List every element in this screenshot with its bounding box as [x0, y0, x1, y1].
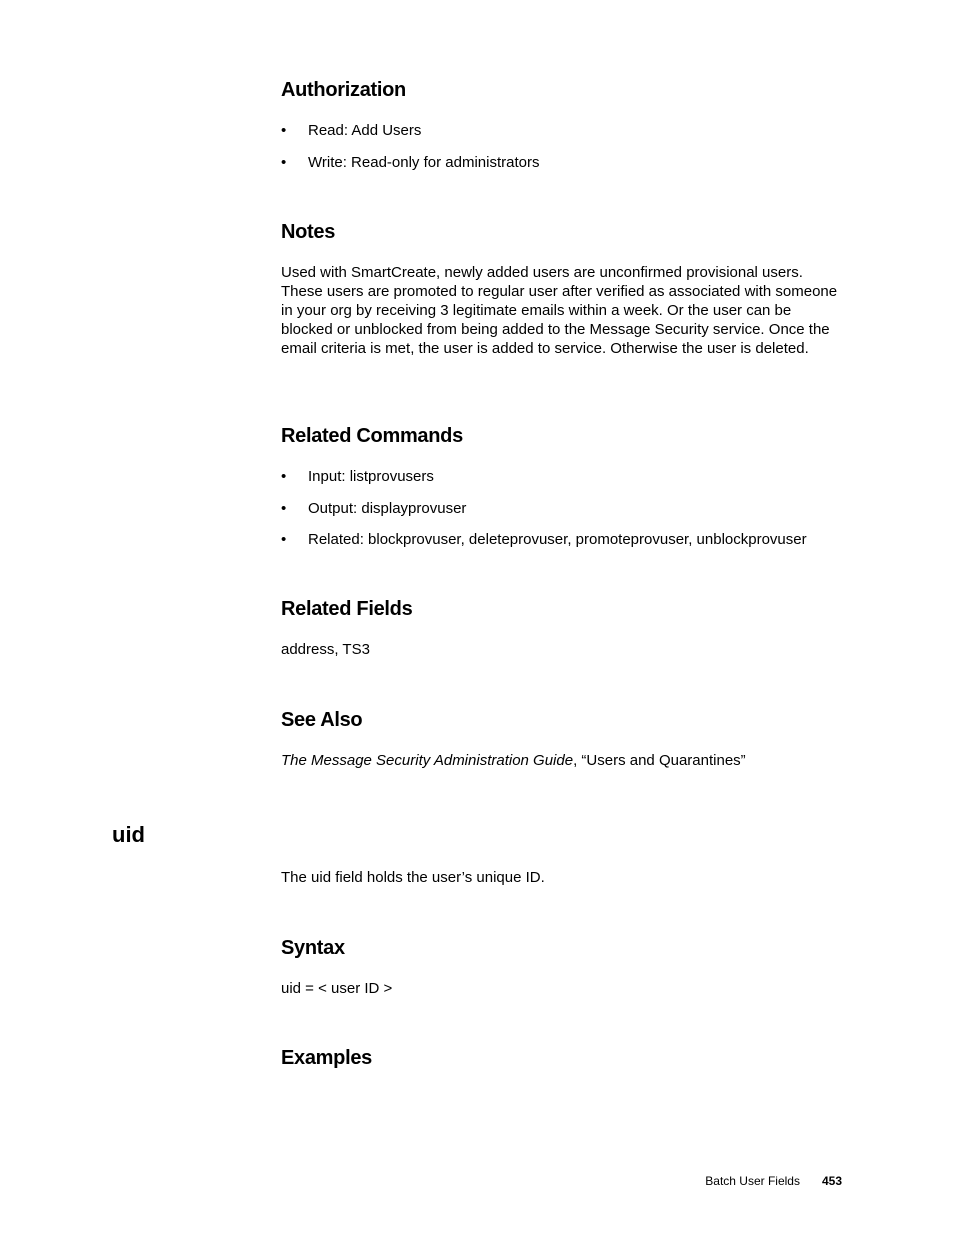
- bullet-icon: •: [281, 499, 287, 517]
- uid-description: The uid field holds the user’s unique ID.: [281, 869, 545, 886]
- related-commands-heading: Related Commands: [281, 425, 463, 447]
- list-item: • Related: blockprovuser, deleteprovuser, promoteprovuser, unblockprovuser: [281, 531, 807, 548]
- related-fields-text: address, TS3: [281, 641, 370, 658]
- bullet-icon: •: [281, 468, 287, 485]
- list-item: • Write: Read-only for administrators: [281, 153, 540, 171]
- examples-heading: Examples: [281, 1047, 372, 1069]
- bullet-icon: •: [281, 531, 287, 548]
- see-also-heading: See Also: [281, 709, 363, 731]
- syntax-text: uid = < user ID >: [281, 980, 393, 997]
- guide-reference: , “Users and Quarantines”: [573, 752, 746, 769]
- bullet-icon: •: [281, 122, 287, 139]
- page-footer: [600, 1174, 842, 1189]
- authorization-heading: Authorization: [281, 79, 406, 101]
- uid-heading: uid: [112, 822, 145, 847]
- page-number: 453: [821, 1174, 842, 1188]
- notes-heading: Notes: [281, 221, 336, 243]
- authorization-list: [281, 121, 861, 184]
- footer-section-title: Batch User Fields: [705, 1174, 800, 1188]
- related-commands-list: [281, 467, 861, 562]
- notes-paragraph: Used with SmartCreate, newly added users are unconfirmed provisional users. These users are promoted to regular user after verified as associated with someone in your org by receiving 3 legitimate emails within a week. Or the user can be blocked or unblocked from being added to the Message Security service. Once the email criteria is met, the user is added to service. Otherwise the user is deleted.: [281, 264, 838, 357]
- list-item: • Read: Add Users: [281, 122, 422, 139]
- list-item: • Input: listprovusers: [281, 468, 434, 485]
- related-fields-heading: Related Fields: [281, 598, 413, 620]
- guide-title: The Message Security Administration Guide: [281, 752, 574, 769]
- bullet-icon: •: [281, 153, 287, 171]
- list-item: • Output: displayprovuser: [281, 499, 467, 517]
- syntax-heading: Syntax: [281, 937, 345, 959]
- see-also-text: [281, 751, 746, 770]
